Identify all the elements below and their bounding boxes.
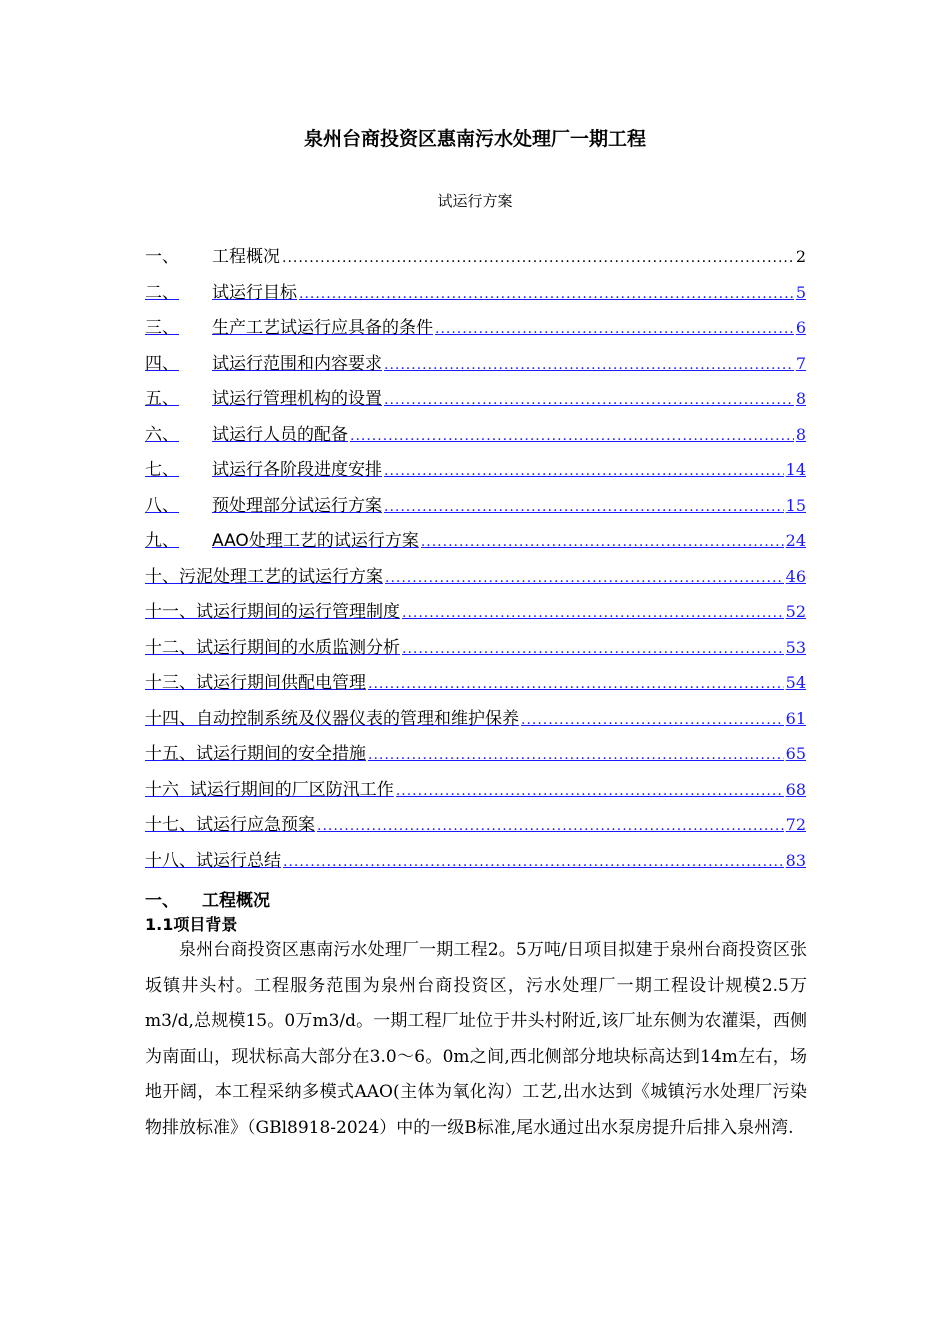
toc-entry [145, 495, 806, 531]
toc-entry-number: 七、 [145, 460, 179, 480]
toc-entry [145, 459, 806, 495]
toc-entry-label: 十二、试运行期间的水质监测分析 [145, 637, 400, 658]
toc-entry-page: 15 [785, 495, 806, 515]
toc-entry [145, 779, 806, 815]
toc-entry-label: 十八、试运行总结 [145, 850, 281, 871]
toc-entry-label: 预处理部分试运行方案 [212, 495, 382, 516]
toc-entry-page: 72 [785, 815, 806, 834]
toc-entry [145, 388, 806, 424]
toc-entry-page: 8 [795, 389, 806, 408]
toc-entry-page: 2 [795, 247, 806, 266]
document-title: 泉州台商投资区惠南污水处理厂一期工程 [303, 128, 646, 150]
toc-entry [145, 424, 806, 460]
toc-entry-label: 试运行范围和内容要求 [212, 353, 382, 374]
toc-entry-label: 试运行各阶段进度安排 [212, 460, 382, 480]
toc-leader-dots [282, 247, 794, 269]
toc-entry-label: 十七、试运行应急预案 [145, 815, 315, 835]
toc-entry [145, 282, 806, 318]
toc-entry-page: 61 [785, 708, 806, 728]
toc-entry-label: AAO处理工艺的试运行方案 [212, 531, 419, 551]
toc-entry-label: 试运行人员的配备 [212, 424, 348, 445]
toc-entry-number: 五、 [145, 389, 179, 409]
toc-entry-label: 十四、自动控制系统及仪器仪表的管理和维护保养 [145, 708, 519, 729]
toc-leader-dots [368, 744, 784, 766]
toc-leader-dots [384, 496, 784, 518]
toc-entry [145, 246, 806, 282]
toc-entry [145, 566, 806, 602]
toc-entry-page: 54 [785, 673, 806, 692]
toc-link[interactable] [145, 601, 806, 624]
toc-leader-dots [385, 567, 784, 589]
toc-entry-page: 14 [785, 460, 806, 479]
toc-leader-dots [283, 851, 784, 873]
toc-leader-dots [435, 318, 794, 340]
toc-entry [145, 743, 806, 779]
toc-entry-number: 四、 [145, 353, 179, 374]
toc-entry [145, 601, 806, 637]
toc-entry-number: 三、 [145, 318, 179, 338]
toc-link[interactable] [145, 495, 806, 518]
toc-entry-number: 一、 [145, 247, 179, 267]
toc-entry-label: 十三、试运行期间供配电管理 [145, 673, 366, 693]
toc-entry-number: 六、 [145, 424, 179, 445]
toc-entry-page: 83 [785, 850, 806, 870]
toc-link[interactable] [145, 388, 806, 411]
toc-link[interactable] [145, 850, 806, 873]
toc-entry-number: 二、 [145, 282, 179, 303]
toc-entry-label: 十五、试运行期间的安全措施 [145, 744, 366, 764]
toc-link[interactable] [145, 246, 806, 269]
toc-entry-page: 6 [795, 318, 806, 337]
toc-leader-dots [384, 460, 784, 482]
toc-leader-dots [521, 709, 784, 731]
toc-entry [145, 814, 806, 850]
toc-entry-page: 5 [795, 282, 806, 302]
toc-entry-label: 试运行管理机构的设置 [212, 389, 382, 409]
toc-leader-dots [396, 780, 784, 802]
toc-entry-page: 52 [785, 602, 806, 621]
toc-entry-label: 生产工艺试运行应具备的条件 [212, 318, 433, 338]
toc-entry [145, 850, 806, 886]
subsection-heading: 1.1项目背景 [145, 915, 238, 934]
toc-entry-number: 八、 [145, 495, 179, 516]
toc-leader-dots [402, 638, 784, 660]
toc-leader-dots [317, 815, 784, 837]
toc-entry-label: 工程概况 [212, 247, 280, 267]
toc-entry [145, 708, 806, 744]
toc-entry [145, 637, 806, 673]
toc-link[interactable] [145, 353, 806, 376]
toc-link[interactable] [145, 708, 806, 731]
toc-link[interactable] [145, 282, 806, 305]
toc-link[interactable] [145, 814, 806, 837]
toc-link[interactable] [145, 672, 806, 695]
toc-link[interactable] [145, 743, 806, 766]
toc-entry-number: 九、 [145, 531, 179, 551]
toc-entry-page: 7 [795, 353, 806, 373]
toc-link[interactable] [145, 779, 806, 802]
toc-entry-label: 十、污泥处理工艺的试运行方案 [145, 566, 383, 587]
toc-link[interactable] [145, 530, 806, 553]
toc-leader-dots [384, 354, 794, 376]
toc-link[interactable] [145, 637, 806, 660]
toc-link[interactable] [145, 459, 806, 482]
toc-entry [145, 530, 806, 566]
toc-link[interactable] [145, 424, 806, 447]
toc-entry-label: 试运行目标 [212, 282, 297, 303]
document-subtitle: 试运行方案 [437, 192, 513, 210]
toc-leader-dots [368, 673, 784, 695]
toc-entry-page: 68 [785, 779, 806, 799]
toc-entry-page: 65 [785, 744, 806, 763]
body-paragraph: 泉州台商投资区惠南污水处理厂一期工程2。5万吨/日项目拟建于泉州台商投资区张坂镇井头村。工程服务范围为泉州台商投资区，污水处理厂一期工程设计规模2.5万m3/d,总规模15。0万m3/d。一期工程厂址位于井头村附近,该厂址东侧为农灌渠，西侧为南面山，现状标高大部分在3.0～6。0m之间,西北侧部分地块标高达到14m左右，场地开阔，本工程采纳多模式AAO(主体为氧化沟）工艺,出水达到《城镇污水处理厂污染物排放标准》（GBl8918-2024）中的一级B标准,尾水通过出水泵房提升后排入泉州湾. [145, 940, 807, 1138]
toc-leader-dots [299, 283, 794, 305]
toc-leader-dots [402, 602, 784, 624]
toc-entry-page: 24 [785, 531, 806, 550]
toc-entry-page: 53 [785, 637, 806, 657]
toc-entry [145, 672, 806, 708]
toc-leader-dots [384, 389, 794, 411]
table-of-contents [145, 246, 806, 885]
toc-entry-page: 46 [785, 566, 806, 586]
section-heading [145, 886, 270, 911]
toc-entry-label: 十六 试运行期间的厂区防汛工作 [145, 779, 394, 800]
section-number: 一、 [145, 891, 179, 911]
toc-entry-label: 十一、试运行期间的运行管理制度 [145, 602, 400, 622]
toc-entry-page: 8 [795, 424, 806, 444]
toc-leader-dots [421, 531, 784, 553]
toc-link[interactable] [145, 566, 806, 589]
toc-link[interactable] [145, 317, 806, 340]
toc-leader-dots [350, 425, 794, 447]
toc-entry [145, 353, 806, 389]
section-title: 工程概况 [202, 891, 270, 911]
toc-entry [145, 317, 806, 353]
